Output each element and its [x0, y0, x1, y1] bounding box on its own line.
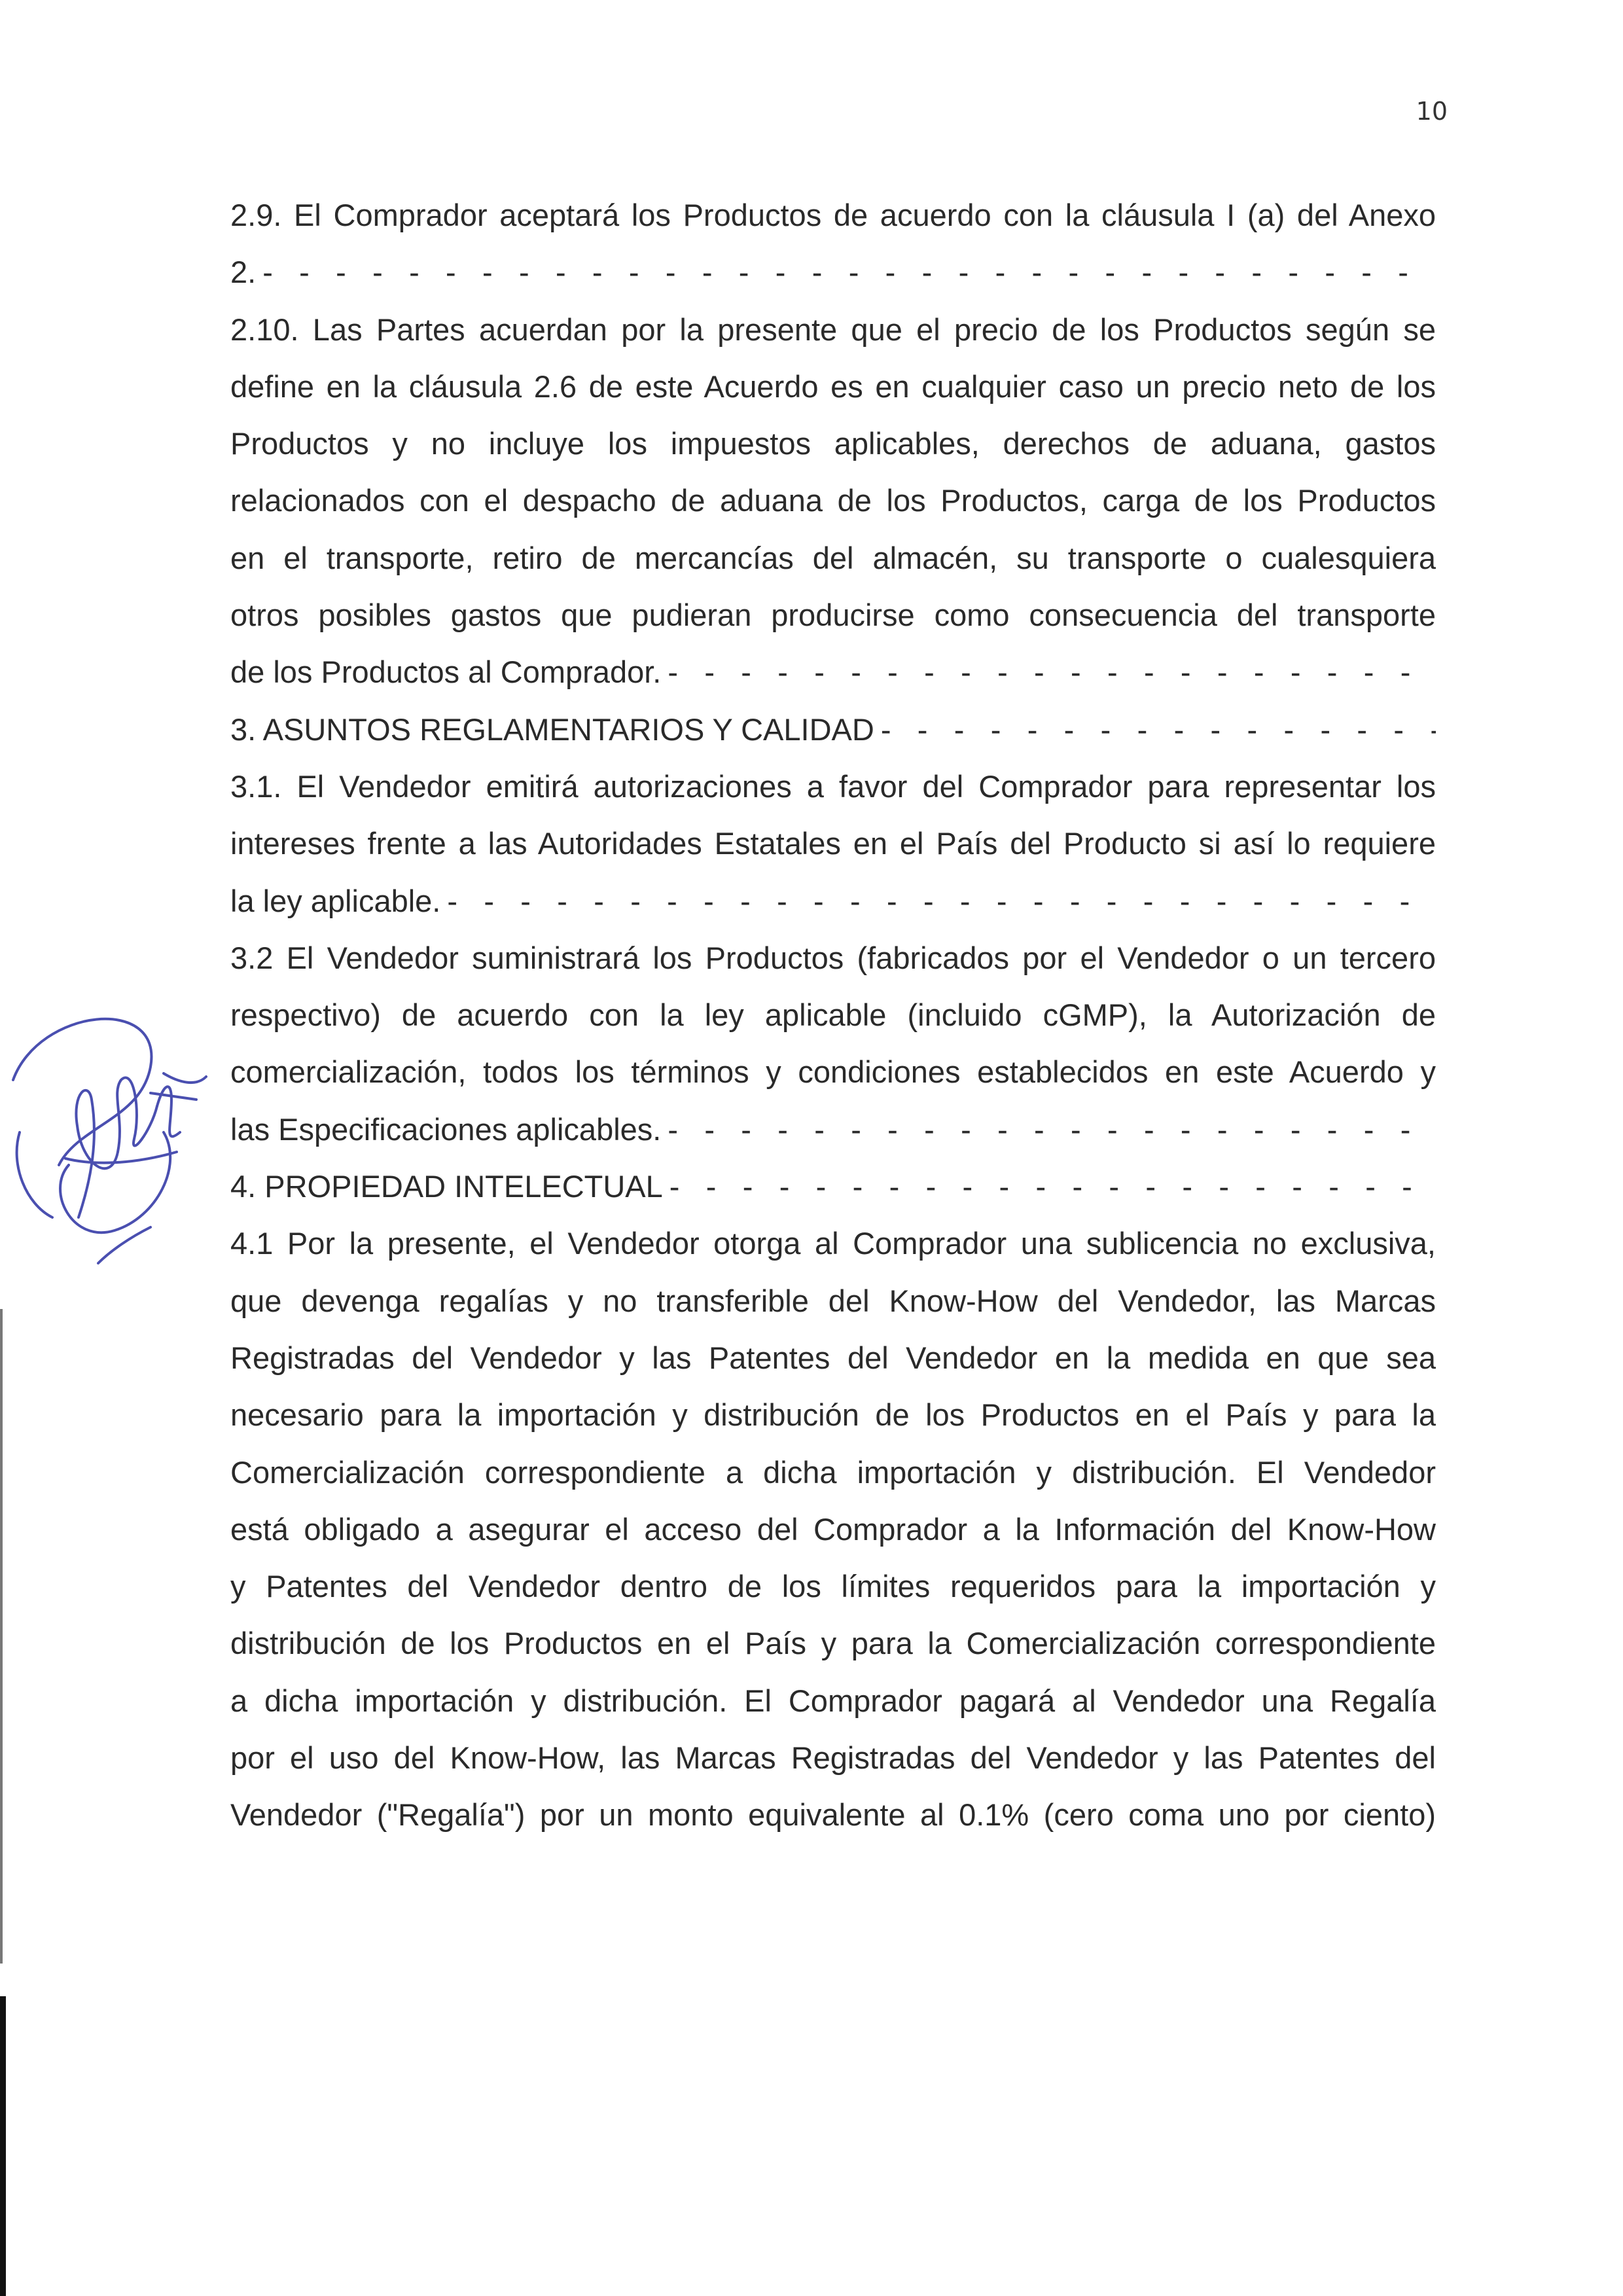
dash-filler — [447, 872, 1436, 929]
text-line: comercialización, todos los términos y condiciones establecidos en este Acuerdo y — [230, 1054, 1436, 1090]
dash-filler — [668, 1101, 1436, 1158]
section-heading: 4. PROPIEDAD INTELECTUAL - - - — [230, 1158, 1436, 1215]
text-line: relacionados con el despacho de aduana de los Productos, carga de los Productos — [230, 483, 1436, 518]
dash-filler — [669, 1158, 1436, 1215]
text-line: Vendedor ("Regalía") por un monto equivalente al 0.1% (cero coma uno por ciento) — [230, 1797, 1436, 1833]
text-line: que devenga regalías y no transferible del Know-How del Vendedor, las Marcas — [230, 1283, 1436, 1318]
text-line: intereses frente a las Autoridades Estatales en el País del Producto si así lo requiere — [230, 826, 1436, 861]
text-line: y Patentes del Vendedor dentro de los límites requeridos para la importación y — [230, 1569, 1436, 1604]
text-line: Productos y no incluye los impuestos aplicables, derechos de aduana, gastos — [230, 426, 1436, 461]
text-line: de los Productos al Comprador. - - - — [230, 643, 1436, 700]
dash-filler — [881, 701, 1436, 758]
document-body — [230, 187, 1436, 1844]
handwritten-signature — [0, 969, 216, 1276]
text-line: la ley aplicable. - - - — [230, 872, 1436, 929]
text-line: otros posibles gastos que pudieran producirse como consecuencia del transporte — [230, 598, 1436, 633]
text-line: en el transporte, retiro de mercancías del almacén, su transporte o cualesquiera — [230, 540, 1436, 575]
text-line: 2.9. El Comprador aceptará los Productos de acuerdo con la cláusula I (a) del Anexo — [230, 198, 1436, 232]
scan-edge-bar — [0, 1996, 6, 2296]
text-line: respectivo) de acuerdo con la ley aplicable (incluido cGMP), la Autorización de — [230, 997, 1436, 1033]
text-line: a dicha importación y distribución. El Comprador pagará al Vendedor una Regalía — [230, 1683, 1436, 1718]
text-line: las Especificaciones aplicables. - - - — [230, 1101, 1436, 1158]
text-line: 3.2 El Vendedor suministrará los Productos (fabricados por el Vendedor o un tercero — [230, 940, 1436, 975]
section-heading: 3. ASUNTOS REGLAMENTARIOS Y CALIDAD - - - — [230, 701, 1436, 758]
text-line: por el uso del Know-How, las Marcas Registradas del Vendedor y las Patentes del — [230, 1740, 1436, 1776]
page-number: 10 — [1416, 97, 1448, 126]
text-line: necesario para la importación y distribución de los Productos en el País y para la — [230, 1397, 1436, 1433]
text-line: 4.1 Por la presente, el Vendedor otorga al Comprador una sublicencia no exclusiva, — [230, 1226, 1436, 1261]
text-line: 3.1. El Vendedor emitirá autorizaciones a favor del Comprador para representar los — [230, 768, 1436, 804]
text-line: 2.10. Las Partes acuerdan por la presente que el precio de los Productos según se — [230, 312, 1436, 347]
text-line: 2. - - - — [230, 243, 1436, 300]
dash-filler — [262, 243, 1436, 300]
text-line: Registradas del Vendedor y las Patentes del Vendedor en la medida en que sea — [230, 1340, 1436, 1375]
text-line: Comercialización correspondiente a dicha importación y distribución. El Vendedor — [230, 1454, 1436, 1490]
scan-edge-shadow — [0, 1309, 3, 1964]
dash-filler — [668, 643, 1436, 700]
text-line: está obligado a asegurar el acceso del Comprador a la Información del Know-How — [230, 1511, 1436, 1547]
text-line: distribución de los Productos en el País y para la Comercialización correspondiente — [230, 1626, 1436, 1661]
text-line: define en la cláusula 2.6 de este Acuerdo es en cualquier caso un precio neto de los — [230, 368, 1436, 404]
